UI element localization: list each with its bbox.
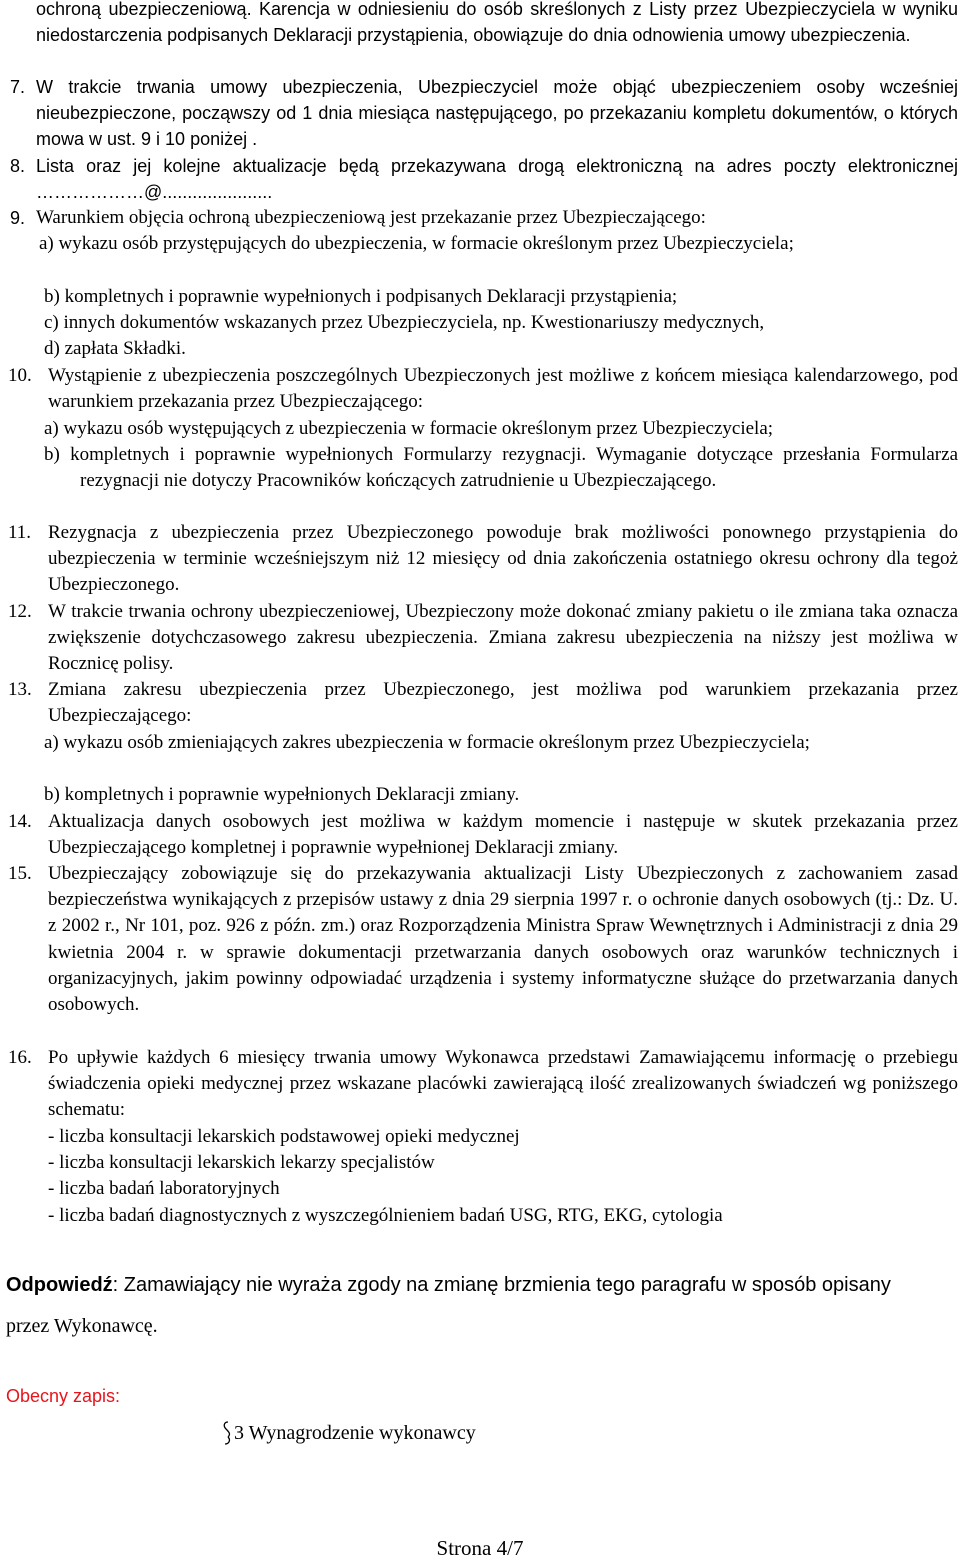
item-9c: c) innych dokumentów wskazanych przez Ubezpieczyciela, np. Kwestionariuszy medycznych,	[44, 312, 765, 333]
item-10-number: 10.	[8, 365, 32, 386]
item-16-list-1: - liczba konsultacji lekarskich podstawowej opieki medycznej	[48, 1126, 520, 1147]
section-sign-mark-icon	[222, 1421, 232, 1445]
item-11-number: 11.	[8, 522, 32, 543]
item-12-text: W trakcie trwania ochrony ubezpieczeniowej, Ubezpieczony może dokonać zmiany pakietu o ile zmiana taka oznacza zwiększenie dotychczasowego zakresu ubezpieczenia. Zmiana zakresu ubezpieczenia na niższy jest możliwa w Rocznicę polisy.	[48, 601, 958, 675]
item-15-number: 15.	[8, 863, 32, 884]
intro-paragraph: ochroną ubezpieczeniową. Karencja w odniesieniu do osób skreślonych z Listy przez Ubezpieczyciela w wyniku niedostarczenia podpisanych Deklaracji przystąpienia, obowiązuje do dnia odnowienia umowy ubezpieczenia.	[36, 0, 958, 46]
current-heading	[222, 1422, 822, 1445]
item-9a	[39, 231, 958, 257]
answer-label: Odpowiedź	[6, 1274, 113, 1296]
item-12-number: 12.	[8, 601, 32, 622]
item-14-text: Aktualizacja danych osobowych jest możliwa w każdym momencie i następuje w skutek przekazania przez Ubezpieczającego kompletnej i poprawnie wypełnionej Deklaracji zmiany.	[48, 811, 958, 859]
item-9-text: Warunkiem objęcia ochroną ubezpieczeniową jest przekazanie przez Ubezpieczającego:	[36, 207, 706, 228]
answer-continuation: przez Wykonawcę.	[6, 1315, 158, 1337]
answer-line	[6, 1263, 958, 1307]
item-16-list-2: - liczba konsultacji lekarskich lekarzy specjalistów	[48, 1152, 435, 1173]
item-15-text: Ubezpieczający zobowiązuje się do przekazywania aktualizacji Listy Ubezpieczonych z zachowaniem zasad bezpieczeństwa wynikających z przepisów ustawy z dnia 29 sierpnia 1997 r. o ochronie danych osobowych (tj.: Dz. U. z 2002 r., Nr 101, poz. 926 z późn. zm.) oraz Rozporządzenia Ministra Spraw Wewnętrznych i Administracji z dnia 29 kwietnia 2004 r. w sprawie dokumentacji przetwarzania danych osobowych oraz warunków technicznych i organizacyjnych, jakim powinny odpowiadać urządzenia i systemy informatyczne służące do przetwarzania danych osobowych.	[48, 863, 958, 1016]
item-10b: b) kompletnych i poprawnie wypełnionych Formularzy rezygnacji. Wymaganie dotyczące przesłania Formularza rezygnacji nie dotyczy Pracowników kończących zatrudnienie u Ubezpieczającego.	[44, 444, 958, 492]
item-8-number: 8.	[10, 156, 26, 176]
item-13b: b) kompletnych i poprawnie wypełnionych Deklaracji zmiany.	[44, 784, 520, 805]
current-label: Obecny zapis:	[6, 1386, 121, 1406]
item-10-text: Wystąpienie z ubezpieczenia poszczególnych Ubezpieczonych jest możliwe z końcem miesiąca kalendarzowego, pod warunkiem przekazania przez Ubezpieczającego:	[48, 365, 958, 413]
current-heading-text: 3 Wynagrodzenie wykonawcy	[234, 1422, 476, 1444]
item-16-text: Po upływie każdych 6 miesięcy trwania umowy Wykonawca przedstawi Zamawiającemu informację o przebiegu świadczenia opieki medycznej przez wskazane placówki zawierającą ilość zrealizowanych świadczeń wg poniższego schematu:	[48, 1047, 958, 1121]
item-16-list-4: - liczba badań diagnostycznych z wyszczególnieniem badań USG, RTG, EKG, cytologia	[48, 1205, 723, 1226]
item-9a-text: a) wykazu osób przystępujących do ubezpieczenia, w formacie określonym przez Ubezpieczyciela;	[39, 233, 794, 254]
item-9b: b) kompletnych i poprawnie wypełnionych i podpisanych Deklaracji przystąpienia;	[44, 286, 678, 307]
item-13-number: 13.	[8, 679, 32, 700]
item-16-list-3: - liczba badań laboratoryjnych	[48, 1178, 280, 1199]
item-10a: a) wykazu osób występujących z ubezpieczenia w formacie określonym przez Ubezpieczyciela;	[44, 418, 774, 439]
item-8-text: Lista oraz jej kolejne aktualizacje będą przekazywana drogą elektroniczną na adres poczty elektronicznej ………………@......................	[36, 156, 958, 203]
item-16-number: 16.	[8, 1047, 32, 1068]
item-11-text: Rezygnacja z ubezpieczenia przez Ubezpieczonego powoduje brak możliwości ponownego przystąpienia do ubezpieczenia w terminie wcześniejszym niż 12 miesięcy od dnia zakończenia ostatniego okresu ochrony dla tegoż Ubezpieczonego.	[48, 522, 958, 596]
item-9-number: 9.	[10, 208, 26, 228]
page-number-footer: Strona 4/7	[436, 1536, 524, 1560]
answer-text: : Zamawiający nie wyraża zgody na zmianę brzmienia tego paragrafu w sposób opisany	[112, 1274, 891, 1296]
item-7-text: W trakcie trwania umowy ubezpieczenia, Ubezpieczyciel może objąć ubezpieczeniem osoby wcześniej nieubezpieczone, począwszy od 1 dnia miesiąca następującego, po przekazaniu kompletu dokumentów, o których mowa w ust. 9 i 10 poniżej .	[36, 77, 958, 150]
item-13a: a) wykazu osób zmieniających zakres ubezpieczenia w formacie określonym przez Ubezpieczyciela;	[44, 732, 810, 753]
item-9d: d) zapłata Składki.	[44, 338, 186, 359]
item-14-number: 14.	[8, 811, 32, 832]
item-13-text: Zmiana zakresu ubezpieczenia przez Ubezpieczonego, jest możliwa pod warunkiem przekazania przez Ubezpieczającego:	[48, 679, 958, 727]
item-7-number: 7.	[10, 77, 26, 97]
